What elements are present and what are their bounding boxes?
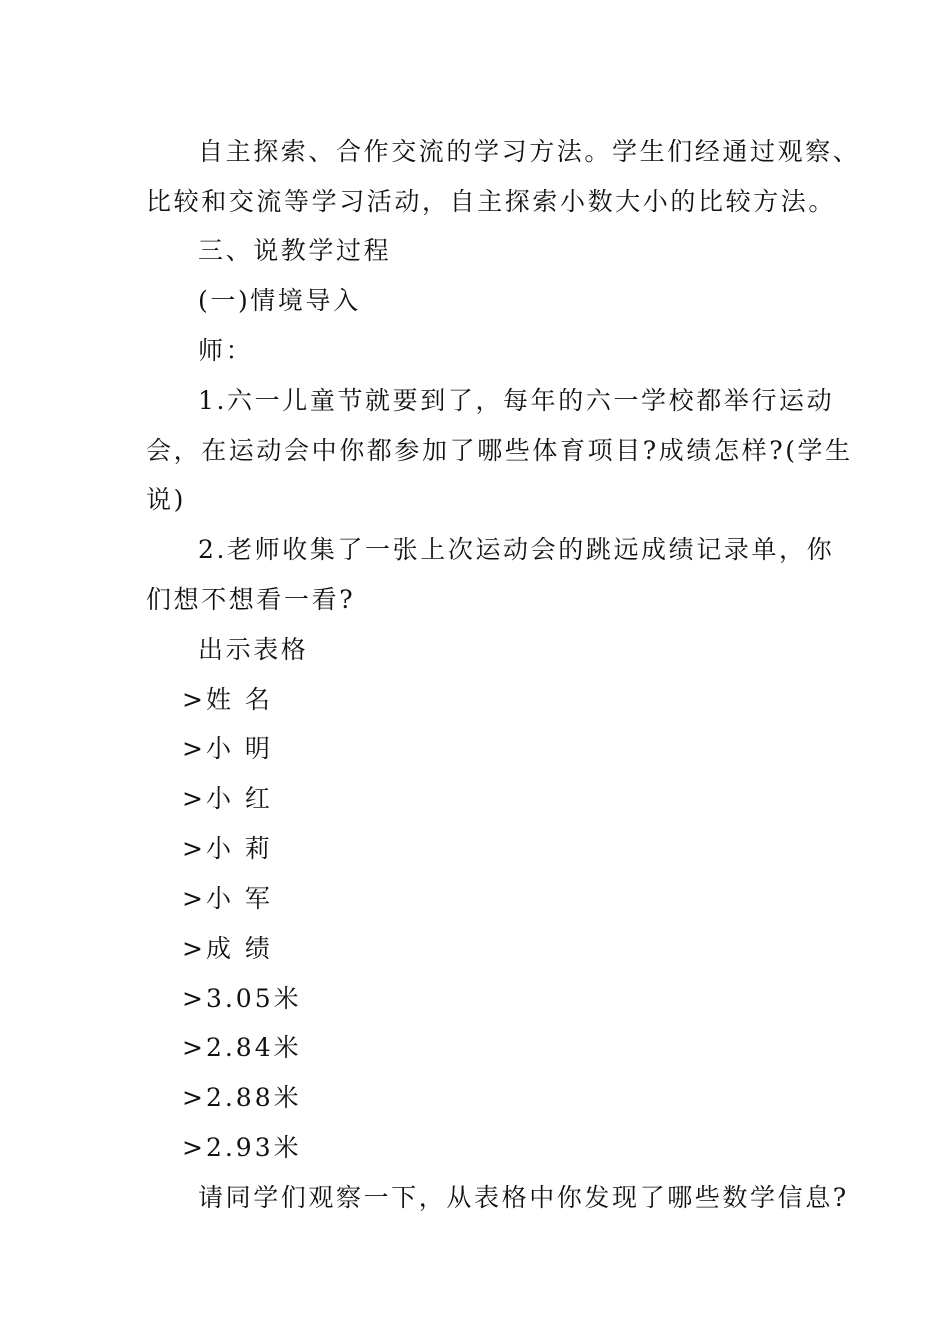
table-item: >小 明 — [182, 734, 273, 763]
closing-question: 请同学们观察一下，从表格中你发现了哪些数学信息? — [198, 1183, 849, 1212]
section-heading: 三、说教学过程 — [198, 236, 392, 265]
paragraph-line: 自主探索、合作交流的学习方法。学生们经通过观察、 — [198, 137, 861, 166]
table-item: >小 莉 — [182, 834, 273, 863]
paragraph-line: 会，在运动会中你都参加了哪些体育项目?成绩怎样?(学生 — [146, 436, 853, 465]
paragraph-line: 说) — [146, 485, 186, 514]
paragraph-line: 比较和交流等学习活动，自主探索小数大小的比较方法。 — [146, 187, 837, 216]
subsection-heading: (一)情境导入 — [198, 286, 361, 315]
table-item: >2.93米 — [182, 1133, 302, 1162]
teacher-label: 师： — [198, 336, 254, 365]
table-item: >小 红 — [182, 784, 273, 813]
paragraph-line: 2.老师收集了一张上次运动会的跳远成绩记录单，你 — [198, 535, 835, 564]
table-item: >姓 名 — [182, 685, 273, 714]
paragraph-line: 们想不想看一看? — [146, 585, 356, 614]
table-item: >成 绩 — [182, 934, 273, 963]
show-table-label: 出示表格 — [198, 635, 309, 664]
table-item: >2.88米 — [182, 1083, 302, 1112]
paragraph-line: 1.六一儿童节就要到了，每年的六一学校都举行运动 — [198, 386, 835, 415]
table-item: >3.05米 — [182, 984, 302, 1013]
table-item: >2.84米 — [182, 1033, 302, 1062]
table-item: >小 军 — [182, 884, 273, 913]
